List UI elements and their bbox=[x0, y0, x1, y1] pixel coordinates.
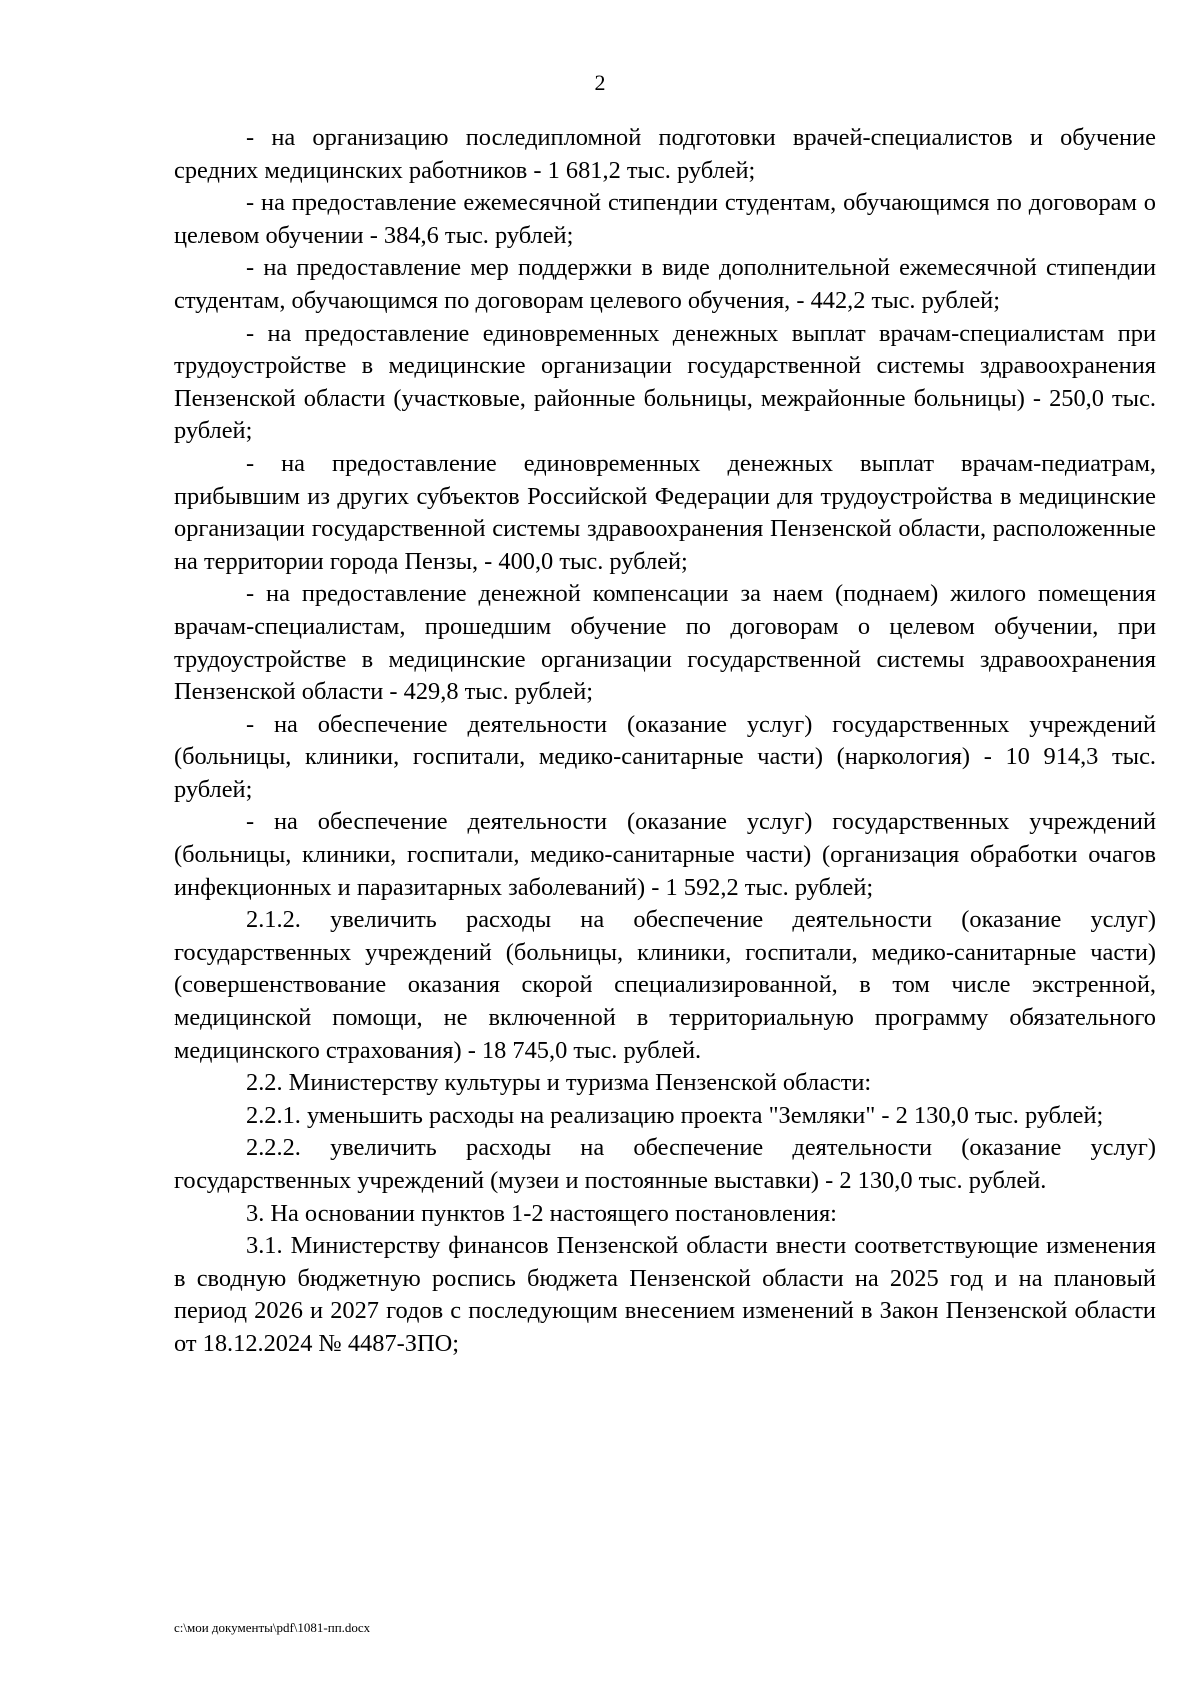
page-number: 2 bbox=[594, 70, 606, 95]
paragraph-3-1: 3.1. Министерству финансов Пензенской области внести соответствующие изменения в сводную бюджетную роспись бюджета Пензенской области на 2025 год и на плановый период 2026 и 2027 годов с последующим внесением изменений в Закон Пензенской области от 18.12.2024 № 4487-ЗПО; bbox=[174, 1232, 1156, 1357]
file-path-footer: c:\мои документы\pdf\1081-пп.docx bbox=[174, 1620, 371, 1635]
paragraph-2-2-2: 2.2.2. увеличить расходы на обеспечение деятельности (оказание услуг) государственных учреждений (музеи и постоянные выставки) - 2 130,0 тыс. рублей. bbox=[174, 1134, 1156, 1194]
document-body bbox=[174, 122, 1156, 1361]
paragraph-infection-treatment: - на обеспечение деятельности (оказание услуг) государственных учреждений (больницы, клиники, госпитали, медико-санитарные части) (организация обработки очагов инфекционных и паразитарных заболеваний) - 1 592,2 тыс. рублей; bbox=[174, 808, 1156, 901]
paragraph-lump-sum-pediatricians: - на предоставление единовременных денежных выплат врачам-педиатрам, прибывшим из других субъектов Российской Федерации для трудоустройства в медицинские организации государственной системы здравоохранения Пензенской области, расположенные на территории города Пензы, - 400,0 тыс. рублей; bbox=[174, 449, 1156, 575]
paragraph-housing-compensation: - на предоставление денежной компенсации за наем (поднаем) жилого помещения врачам-специалистам, прошедшим обучение по договорам о целевом обучении, при трудоустройстве в медицинские организации государственной системы здравоохранения Пензенской области - 429,8 тыс. рублей; bbox=[174, 580, 1156, 706]
paragraph-2-2: 2.2. Министерству культуры и туризма Пензенской области: bbox=[246, 1069, 872, 1097]
paragraph-2-1-2: 2.1.2. увеличить расходы на обеспечение деятельности (оказание услуг) государственных учреждений (больницы, клиники, госпитали, медико-санитарные части) (совершенствование оказания скорой специализированной, в том числе экстренной, медицинской помощи, не включенной в территориальную программу обязательного медицинского страхования) - 18 745,0 тыс. рублей. bbox=[174, 906, 1156, 1064]
paragraph-lump-sum-specialists: - на предоставление единовременных денежных выплат врачам-специалистам при трудоустройстве в медицинские организации государственной системы здравоохранения Пензенской области (участковые, районные больницы, межрайонные больницы) - 250,0 тыс. рублей; bbox=[174, 319, 1156, 445]
paragraph-narcology: - на обеспечение деятельности (оказание услуг) государственных учреждений (больницы, клиники, госпитали, медико-санитарные части) (наркология) - 10 914,3 тыс. рублей; bbox=[174, 710, 1156, 803]
paragraph-postgraduate-training: - на организацию последипломной подготовки врачей-специалистов и обучение средних медицинских работников - 1 681,2 тыс. рублей; bbox=[174, 124, 1156, 184]
paragraph-monthly-stipend: - на предоставление ежемесячной стипендии студентам, обучающимся по договорам о целевом обучении - 384,6 тыс. рублей; bbox=[174, 189, 1156, 249]
paragraph-2-2-1: 2.2.1. уменьшить расходы на реализацию проекта "Земляки" - 2 130,0 тыс. рублей; bbox=[246, 1101, 1104, 1129]
paragraph-additional-stipend: - на предоставление мер поддержки в виде дополнительной ежемесячной стипендии студентам, обучающимся по договорам целевого обучения, - 442,2 тыс. рублей; bbox=[174, 254, 1156, 314]
paragraph-3: 3. На основании пунктов 1-2 настоящего постановления: bbox=[246, 1199, 837, 1227]
